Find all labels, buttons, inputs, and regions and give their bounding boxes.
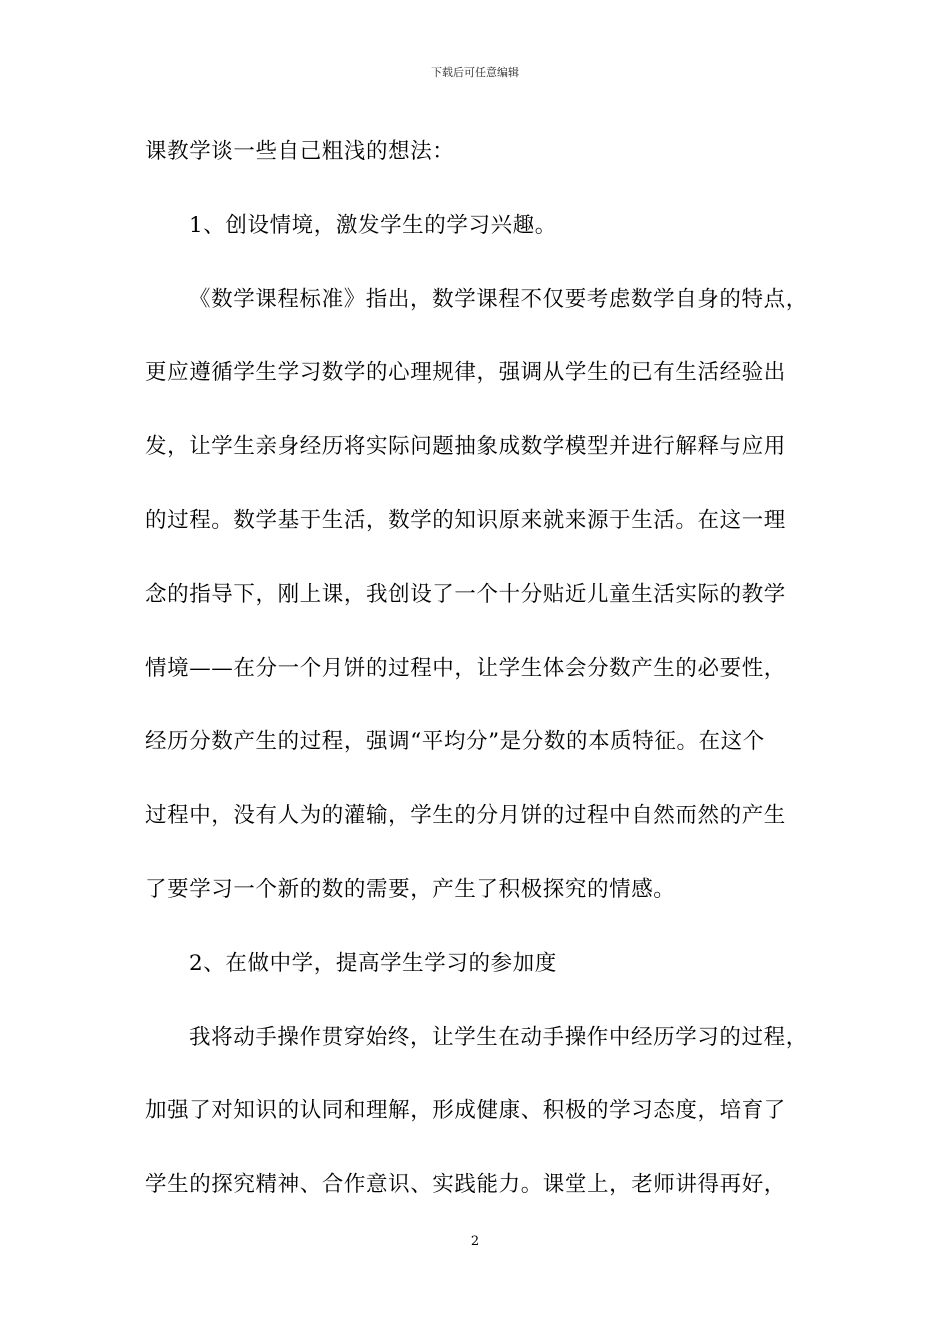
section-heading: 1、创设情境，激发学生的学习兴趣。 bbox=[189, 212, 557, 238]
paragraph-line: 发，让学生亲身经历将实际问题抽象成数学模型并进行解释与应用 bbox=[145, 434, 786, 460]
paragraph-line: 念的指导下，刚上课，我创设了一个十分贴近儿童生活实际的教学 bbox=[145, 581, 786, 607]
paragraph-line: 过程中，没有人为的灌输，学生的分月饼的过程中自然而然的产生 bbox=[145, 803, 786, 829]
page-number: 2 bbox=[470, 1234, 480, 1249]
document-body bbox=[145, 132, 810, 1239]
paragraph-line: 更应遵循学生学习数学的心理规律，强调从学生的已有生活经验出 bbox=[145, 360, 786, 386]
text-line: 课教学谈一些自己粗浅的想法： bbox=[145, 139, 455, 164]
paragraph-line: 的过程。数学基于生活，数学的知识原来就来源于生活。在这一理 bbox=[145, 507, 786, 533]
paragraph-line: 加强了对知识的认同和理解，形成健康、积极的学习态度，培育了 bbox=[145, 1098, 786, 1124]
paragraph-line: 学生的探究精神、合作意识、实践能力。课堂上，老师讲得再好， bbox=[145, 1172, 786, 1198]
paragraph-line: 了要学习一个新的数的需要，产生了积极探究的情感。 bbox=[145, 876, 676, 902]
paragraph-line: 经历分数产生的过程，强调“平均分”是分数的本质特征。在这个 bbox=[145, 729, 765, 755]
section-heading: 2、在做中学，提高学生学习的参加度 bbox=[189, 950, 557, 976]
paragraph-line: 我将动手操作贯穿始终，让学生在动手操作中经历学习的过程， bbox=[189, 1024, 808, 1050]
page-header: 下载后可任意编辑 bbox=[431, 66, 519, 79]
paragraph-line: 《数学课程标准》指出，数学课程不仅要考虑数学自身的特点， bbox=[189, 286, 808, 312]
paragraph-line: 情境——在分一个月饼的过程中，让学生体会分数产生的必要性， bbox=[145, 655, 786, 681]
